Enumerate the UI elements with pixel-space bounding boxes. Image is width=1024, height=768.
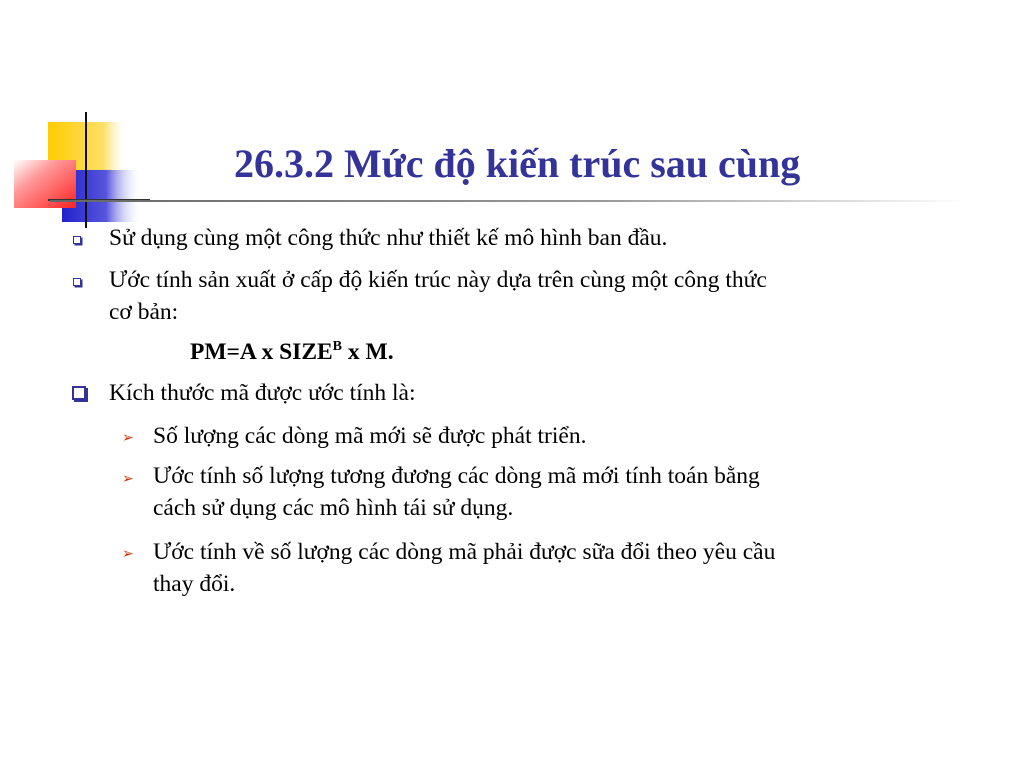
bullet-line: Sử dụng cùng một công thức như thiết kế mô hình ban đầu.: [109, 225, 668, 251]
formula: [190, 336, 394, 368]
slide-title: 26.3.2 Mức độ kiến trúc sau cùng: [234, 141, 801, 186]
formula-prefix: PM=A x SIZE: [190, 339, 333, 365]
arrow-bullet-icon: ➢: [122, 546, 134, 562]
arrow-bullet-icon: ➢: [122, 471, 134, 487]
formula-exponent: B: [332, 339, 343, 354]
bullet-line: Ước tính sản xuất ở cấp độ kiến trúc này dựa trên cùng một công thức: [109, 267, 767, 293]
bullet-item: [109, 222, 667, 254]
formula-suffix: x M.: [342, 339, 394, 365]
sub-bullet-item: [153, 536, 775, 600]
sub-bullet-line: thay đổi.: [153, 571, 236, 597]
sub-bullet-line: Ước tính về số lượng các dòng mã phải được sữa đổi theo yêu cầu: [153, 539, 776, 565]
sub-bullet-item: [153, 420, 586, 452]
sub-bullet-item: [153, 460, 760, 524]
bullet-item: [109, 264, 767, 328]
bullet-line: Kích thước mã được ước tính là:: [109, 380, 416, 406]
sub-bullet-line: cách sử dụng các mô hình tái sử dụng.: [153, 495, 514, 521]
sub-bullet-line: Số lượng các dòng mã mới sẽ được phát triển.: [153, 423, 587, 449]
square-bullet-icon: [73, 236, 81, 244]
sub-bullet-line: Ước tính số lượng tương đương các dòng mã mới tính toán bằng: [153, 463, 760, 489]
arrow-bullet-icon: ➢: [122, 430, 134, 446]
square-bullet-icon: [73, 278, 81, 286]
bullet-item: [109, 377, 416, 409]
bullet-line: cơ bản:: [109, 299, 179, 325]
square-bullet-icon: [72, 386, 86, 400]
